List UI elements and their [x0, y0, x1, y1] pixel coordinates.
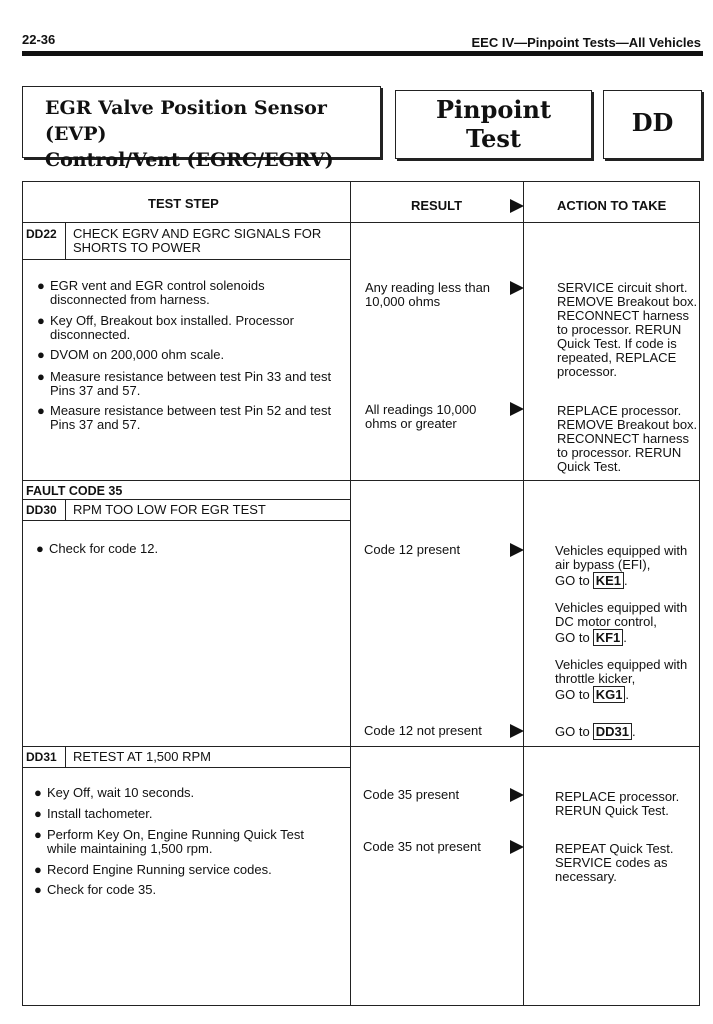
- header-rule: [22, 51, 703, 56]
- dd31-bullet-1: ● Key Off, wait 10 seconds.: [34, 785, 195, 800]
- step-title-dd30: RPM TOO LOW FOR EGR TEST: [73, 502, 266, 517]
- dd22-bullet-2: ● Key Off, Breakout box installed. Processor disconnected.: [37, 313, 294, 342]
- dd30-result-1: Code 12 present: [364, 542, 461, 557]
- bullet-dot: ●: [34, 827, 42, 842]
- dd30-bullet-1: ● Check for code 12.: [36, 541, 159, 556]
- step-title-divider: [23, 520, 350, 521]
- test-table: [22, 181, 700, 1006]
- dd31-result-2: Code 35 not present: [363, 839, 481, 854]
- bullet-dot: ●: [37, 313, 45, 328]
- dd22-bullet-5: ● Measure resistance between test Pin 52 and test Pins 37 and 57.: [37, 403, 332, 432]
- dd22-action-1: SERVICE circuit short. REMOVE Breakout box. RECONNECT harness to processor. RERUN Quick Test. If code is repeated, REPLACE processor.: [557, 280, 698, 379]
- arrow-icon: [510, 199, 524, 213]
- arrow-icon: [510, 543, 524, 557]
- dd22-bullet-3: ● DVOM on 200,000 ohm scale.: [37, 347, 225, 362]
- bullet-dot: ●: [36, 541, 44, 556]
- dd31-action-2: REPEAT Quick Test. SERVICE codes as necessary.: [555, 841, 674, 884]
- bullet-dot: ●: [34, 882, 42, 897]
- pinpoint-label: Pinpoint Test: [435, 95, 552, 153]
- col-divider-result: [350, 182, 351, 1005]
- dd22-bullet-1: ● EGR vent and EGR control solenoids disconnected from harness.: [37, 278, 265, 307]
- arrow-icon: [510, 840, 524, 854]
- dd30-action-kicker: Vehicles equipped with throttle kicker, GO to KG1 .: [555, 657, 688, 702]
- bullet-dot: ●: [37, 278, 45, 293]
- test-title: EGR Valve Position Sensor (EVP) Control/Vent (EGRC/EGRV): [45, 97, 334, 171]
- section-divider-dd31: [23, 746, 699, 747]
- dd30-result-2: Code 12 not present: [364, 723, 482, 738]
- step-title-divider: [23, 767, 350, 768]
- dd22-result-1: Any reading less than 10,000 ohms: [365, 280, 491, 309]
- dd31-bullet-2: ● Install tachometer.: [34, 806, 153, 821]
- dd22-result-2: All readings 10,000 ohms or greater: [365, 402, 477, 431]
- test-code-box: [603, 90, 702, 159]
- arrow-icon: [510, 402, 524, 416]
- dd31-bullet-5: ● Check for code 35.: [34, 882, 157, 897]
- col-header-result: RESULT: [411, 198, 463, 213]
- step-title-divider: [23, 259, 350, 260]
- dd30-action-efi: Vehicles equipped with air bypass (EFI), GO to KE1 .: [555, 543, 688, 588]
- dd31-action-1: REPLACE processor. RERUN Quick Test.: [555, 789, 680, 818]
- dd22-bullet-4: ● Measure resistance between test Pin 33 and test Pins 37 and 57.: [37, 369, 332, 398]
- dd30-action-dc: Vehicles equipped with DC motor control, GO to KF1 .: [555, 600, 688, 645]
- bullet-dot: ●: [34, 785, 42, 800]
- goto-kg1-link[interactable]: KG1: [593, 686, 626, 703]
- dd31-bullet-3: ● Perform Key On, Engine Running Quick Test while maintaining 1,500 rpm.: [34, 827, 304, 856]
- bullet-dot: ●: [37, 403, 45, 418]
- dd30-action-next: GO to DD31 .: [555, 724, 636, 739]
- arrow-icon: [510, 788, 524, 802]
- arrow-icon: [510, 281, 524, 295]
- test-code: DD: [631, 108, 674, 137]
- step-id-dd31: DD31: [26, 750, 57, 764]
- step-id-divider: [65, 222, 66, 259]
- header-divider: [23, 222, 699, 223]
- goto-ke1-link[interactable]: KE1: [593, 572, 624, 589]
- step-id-dd30: DD30: [26, 503, 57, 517]
- dd31-bullet-4: ● Record Engine Running service codes.: [34, 862, 272, 877]
- goto-dd31-link[interactable]: DD31: [593, 723, 632, 740]
- section-divider-dd30: [23, 480, 699, 481]
- step-title-dd31: RETEST AT 1,500 RPM: [73, 749, 211, 764]
- col-header-action: ACTION TO TAKE: [557, 198, 667, 213]
- step-id-divider: [65, 746, 66, 767]
- col-divider-action: [523, 182, 524, 1005]
- step-id-divider: [65, 499, 66, 520]
- fault-code-divider: [23, 499, 350, 500]
- bullet-dot: ●: [34, 806, 42, 821]
- dd22-action-2: REPLACE processor. REMOVE Breakout box. RECONNECT harness to processor. RERUN Quick Test.: [557, 403, 698, 474]
- goto-kf1-link[interactable]: KF1: [593, 629, 624, 646]
- pinpoint-box: [395, 90, 592, 159]
- section-title: EEC IV—Pinpoint Tests—All Vehicles: [471, 35, 701, 50]
- step-title-dd22: CHECK EGRV AND EGRC SIGNALS FOR SHORTS TO POWER: [73, 226, 322, 255]
- bullet-dot: ●: [37, 369, 45, 384]
- page-number: 22-36: [22, 32, 56, 47]
- arrow-icon: [510, 724, 524, 738]
- col-header-test-step: TEST STEP: [148, 196, 219, 211]
- dd31-result-1: Code 35 present: [363, 787, 460, 802]
- fault-code-label: FAULT CODE 35: [26, 484, 123, 498]
- test-title-box: [22, 86, 381, 171]
- bullet-dot: ●: [34, 862, 42, 877]
- bullet-dot: ●: [37, 347, 45, 362]
- step-id-dd22: DD22: [26, 227, 57, 241]
